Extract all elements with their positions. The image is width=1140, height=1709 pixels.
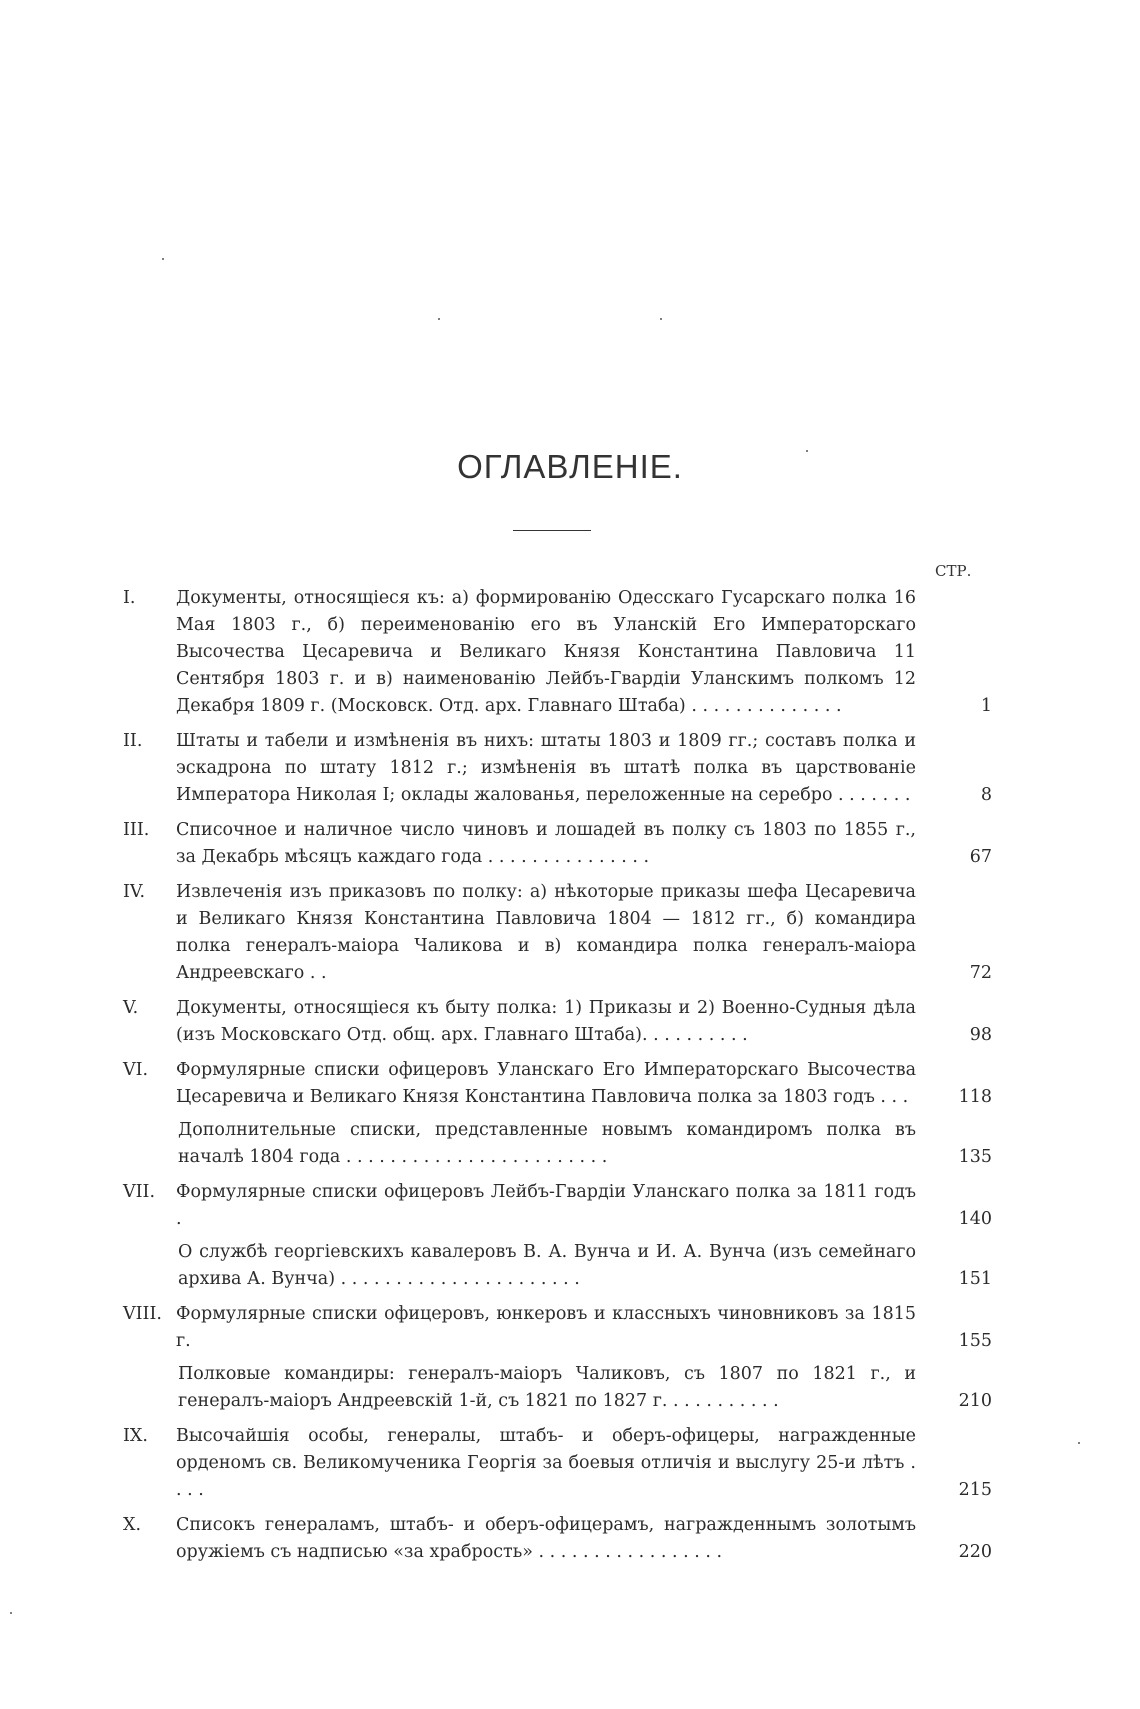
toc-entry-7 (0, 1179, 1140, 1233)
entry-text: Формулярные списки офицеровъ, юнкеровъ и классныхъ чиновниковъ за 1815 г. (176, 1304, 916, 1351)
toc-entry-3 (0, 817, 1140, 871)
entry-page-number: 135 (958, 1147, 992, 1167)
print-speck (438, 318, 440, 320)
entry-page-number: 215 (958, 1480, 992, 1500)
toc-entry-9 (0, 1423, 1140, 1504)
entry-numeral: V. (123, 998, 139, 1018)
table-of-contents (0, 585, 1140, 1574)
entry-text: Документы, относящіеся къ: а) формированію Одесскаго Гусарскаго полка 16 Мая 1803 г., б) переименованію его въ Уланскій Его Императорскаго Высочества Цесаревича и Великаго Князя Константина Павловича 11 Сентября 1803 г. и в) наименованію Лейбъ-Гвардіи Уланскимъ полкомъ 12 Декабря 1809 г. (Московск. Отд. арх. Главнаго Штаба) . . . . . . . . . . . . . . (176, 588, 916, 716)
entry-text: Документы, относящіеся къ быту полка: 1) Приказы и 2) Военно-Судныя дѣла (изъ Московскаго Отд. общ. арх. Главнаго Штаба). . . . . . . . . . (176, 998, 916, 1045)
entry-numeral: VI. (123, 1060, 149, 1080)
entry-page-number: 67 (969, 847, 992, 867)
print-speck (660, 318, 662, 320)
entry-page-number: 140 (958, 1209, 992, 1229)
entry-page-number: 8 (980, 785, 992, 805)
print-speck (10, 1612, 12, 1614)
entry-text: Высочайшія особы, генералы, штабъ- и оберъ-офицеры, награжденные орденомъ св. Великомученика Георгія за боевыя отличія и выслугу 25-и лѣтъ . . . . (176, 1426, 916, 1500)
entry-text: Списокъ генераламъ, штабъ- и оберъ-офицерамъ, награжденнымъ золотымъ оружіемъ съ надписью «за храбрость» . . . . . . . . . . . . . . . . . (176, 1515, 916, 1562)
entry-text: О службѣ георгіевскихъ кавалеровъ В. А. Вунча и И. А. Вунча (изъ семейнаго архива А. Вунча) . . . . . . . . . . . . . . . . . . . . . . (178, 1242, 916, 1289)
entry-numeral: II. (123, 731, 143, 751)
entry-page-number: 1 (980, 696, 992, 716)
entry-numeral: III. (123, 820, 150, 840)
entry-page-number: 98 (969, 1025, 992, 1045)
toc-entry-5 (0, 995, 1140, 1049)
entry-numeral: I. (123, 588, 136, 608)
entry-text: Формулярные списки офицеровъ Уланскаго Его Императорскаго Высочества Цесаревича и Великаго Князя Константина Павловича полка за 1803 годъ . . . (176, 1060, 916, 1107)
toc-entry-8 (0, 1301, 1140, 1355)
entry-text: Полковые командиры: генералъ-маіоръ Чаликовъ, съ 1807 по 1821 г., и генералъ-маіоръ Андреевскій 1-й, съ 1821 по 1827 г. . . . . . . . . . . (178, 1364, 916, 1411)
toc-subentry-8a (0, 1361, 1140, 1415)
entry-numeral: IV. (123, 882, 146, 902)
title-divider (513, 530, 591, 531)
entry-numeral: IX. (123, 1426, 148, 1446)
toc-subentry-7a (0, 1239, 1140, 1293)
page-title: ОГЛАВЛЕНІЕ. (457, 448, 683, 485)
entry-page-number: 210 (958, 1391, 992, 1411)
toc-entry-1 (0, 585, 1140, 720)
entry-page-number: 72 (969, 963, 992, 983)
entry-text: Формулярные списки офицеровъ Лейбъ-Гвардіи Уланскаго полка за 1811 годъ . (176, 1182, 916, 1229)
entry-page-number: 118 (958, 1087, 992, 1107)
toc-entry-10 (0, 1512, 1140, 1566)
entry-page-number: 151 (958, 1269, 992, 1289)
toc-entry-4 (0, 879, 1140, 987)
entry-text: Штаты и табели и измѣненія въ нихъ: штаты 1803 и 1809 гг.; составъ полка и эскадрона по штату 1812 г.; измѣненія въ штатѣ полка въ царствованіе Императора Николая I; оклады жалованья, переложенные на серебро . . . . . . . (176, 731, 916, 805)
entry-text: Дополнительные списки, представленные новымъ командиромъ полка въ началѣ 1804 года . . . . . . . . . . . . . . . . . . . . . . . . (178, 1120, 916, 1167)
entry-text: Извлеченія изъ приказовъ по полку: а) нѣкоторые приказы шефа Цесаревича и Великаго Князя Константина Павловича 1804 — 1812 гг., б) командира полка генералъ-маіора Чаликова и в) командира полка генералъ-маіора Андреевскаго . . (176, 882, 916, 983)
toc-entry-2 (0, 728, 1140, 809)
entry-text: Списочное и наличное число чиновъ и лошадей въ полку съ 1803 по 1855 г., за Декабрь мѣсяцъ каждаго года . . . . . . . . . . . . . . . (176, 820, 916, 867)
page-column-label: СТР. (935, 562, 972, 580)
entry-numeral: VII. (123, 1182, 156, 1202)
entry-numeral: X. (123, 1515, 142, 1535)
toc-entry-6 (0, 1057, 1140, 1111)
entry-numeral: VIII. (123, 1304, 162, 1324)
print-speck (162, 258, 164, 260)
toc-subentry-6a (0, 1117, 1140, 1171)
entry-page-number: 155 (958, 1331, 992, 1351)
entry-page-number: 220 (958, 1542, 992, 1562)
